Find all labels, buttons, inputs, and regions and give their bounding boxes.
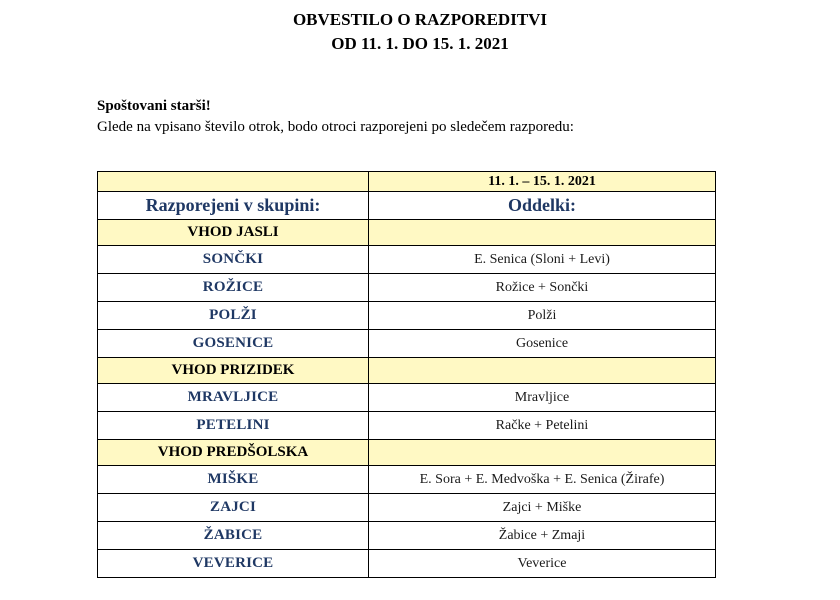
table-row — [98, 246, 716, 274]
table-row — [98, 466, 716, 494]
section-blank-cell — [369, 440, 716, 466]
group-column-header: Razporejeni v skupini: — [98, 192, 369, 220]
table-row — [98, 412, 716, 440]
department-list: E. Sora + E. Medvoška + E. Senica (Žirafe) — [369, 466, 716, 494]
group-name: ŽABICE — [98, 522, 369, 550]
table-row — [98, 274, 716, 302]
table-row — [98, 550, 716, 578]
department-list: Polži — [369, 302, 716, 330]
department-list: E. Senica (Sloni + Levi) — [369, 246, 716, 274]
department-column-header: Oddelki: — [369, 192, 716, 220]
table-row — [98, 522, 716, 550]
section-row — [98, 358, 716, 384]
department-list: Mravljice — [369, 384, 716, 412]
group-name: MIŠKE — [98, 466, 369, 494]
group-name: POLŽI — [98, 302, 369, 330]
header-row — [98, 192, 716, 220]
department-list: Gosenice — [369, 330, 716, 358]
group-name: VEVERICE — [98, 550, 369, 578]
department-list: Veverice — [369, 550, 716, 578]
section-row — [98, 220, 716, 246]
section-name: VHOD JASLI — [98, 220, 369, 246]
table-row — [98, 330, 716, 358]
department-list: Zajci + Miške — [369, 494, 716, 522]
document-title-line2: OD 11. 1. DO 15. 1. 2021 — [331, 34, 509, 53]
group-name: PETELINI — [98, 412, 369, 440]
section-blank-cell — [369, 358, 716, 384]
table-row — [98, 384, 716, 412]
date-row — [98, 172, 716, 192]
department-list: Žabice + Zmaji — [369, 522, 716, 550]
section-row — [98, 440, 716, 466]
schedule-table — [97, 171, 716, 578]
section-name: VHOD PREDŠOLSKA — [98, 440, 369, 466]
group-name: ZAJCI — [98, 494, 369, 522]
document-title-line1: OBVESTILO O RAZPOREDITVI — [292, 10, 548, 29]
department-list: Rožice + Sončki — [369, 274, 716, 302]
table-row — [98, 302, 716, 330]
section-blank-cell — [369, 220, 716, 246]
date-range-cell: 11. 1. – 15. 1. 2021 — [369, 172, 716, 192]
section-name: VHOD PRIZIDEK — [98, 358, 369, 384]
group-name: MRAVLJICE — [98, 384, 369, 412]
intro-text: Glede na vpisano število otrok, bodo otroci razporejeni po sledečem razporedu: — [97, 119, 574, 135]
group-name: SONČKI — [98, 246, 369, 274]
department-list: Račke + Petelini — [369, 412, 716, 440]
group-name: GOSENICE — [98, 330, 369, 358]
table-row — [98, 494, 716, 522]
greeting: Spoštovani starši! — [97, 98, 211, 114]
date-row-blank-cell — [98, 172, 369, 192]
group-name: ROŽICE — [98, 274, 369, 302]
